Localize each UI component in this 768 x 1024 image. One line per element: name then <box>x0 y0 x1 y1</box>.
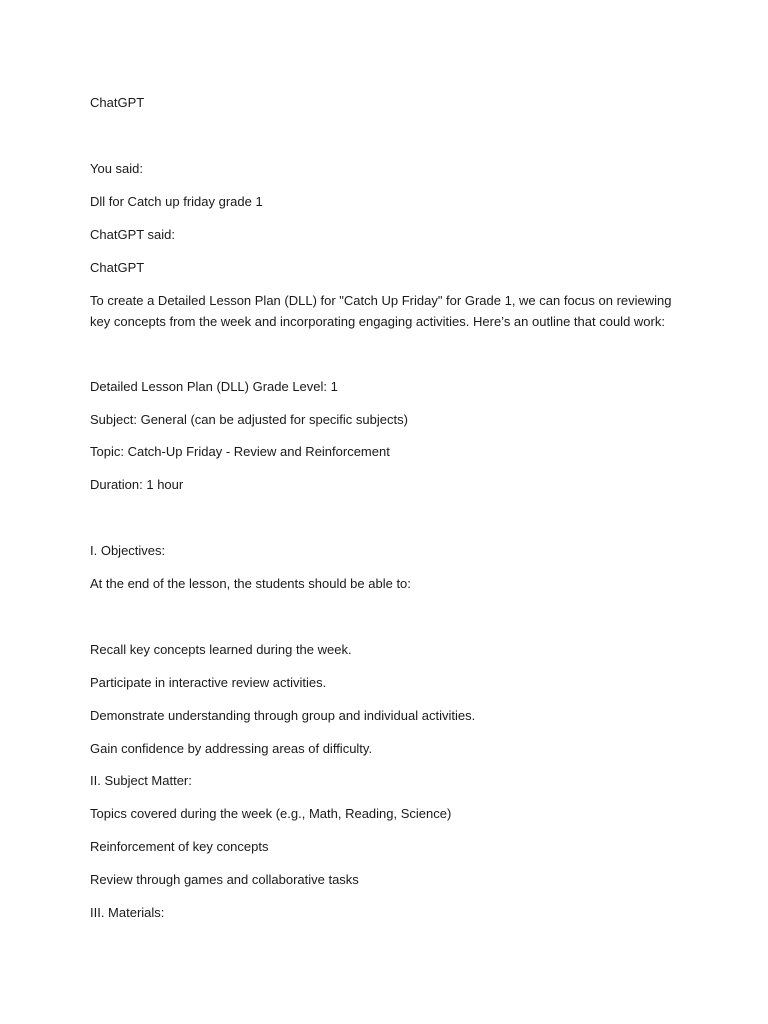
subject-line: Subject: General (can be adjusted for specific subjects) <box>90 412 408 427</box>
objective-item: Recall key concepts learned during the week. <box>90 642 352 657</box>
document-header: ChatGPT <box>90 95 145 110</box>
subject-matter-item: Topics covered during the week (e.g., Math, Reading, Science) <box>90 806 452 821</box>
subject-matter-heading: II. Subject Matter: <box>90 773 192 788</box>
intro-paragraph: To create a Detailed Lesson Plan (DLL) for "Catch Up Friday" for Grade 1, we can focus on reviewing key concepts from the week and incorporating engaging activities. Here’s an outline that could work: <box>90 293 672 329</box>
chatgpt-label: ChatGPT <box>90 260 145 275</box>
duration-line: Duration: 1 hour <box>90 477 184 492</box>
chatgpt-said-label: ChatGPT said: <box>90 227 176 242</box>
topic-line: Topic: Catch-Up Friday - Review and Reinforcement <box>90 444 390 459</box>
plan-title: Detailed Lesson Plan (DLL) Grade Level: 1 <box>90 379 338 394</box>
objectives-intro: At the end of the lesson, the students should be able to: <box>90 576 411 591</box>
objective-item: Participate in interactive review activities. <box>90 675 327 690</box>
subject-matter-item: Review through games and collaborative tasks <box>90 872 359 887</box>
objective-item: Demonstrate understanding through group and individual activities. <box>90 708 476 723</box>
subject-matter-item: Reinforcement of key concepts <box>90 839 269 854</box>
objective-item: Gain confidence by addressing areas of difficulty. <box>90 741 373 756</box>
objectives-heading: I. Objectives: <box>90 543 166 558</box>
you-said-label: You said: <box>90 161 144 176</box>
user-prompt: Dll for Catch up friday grade 1 <box>90 194 263 209</box>
materials-heading: III. Materials: <box>90 905 165 920</box>
